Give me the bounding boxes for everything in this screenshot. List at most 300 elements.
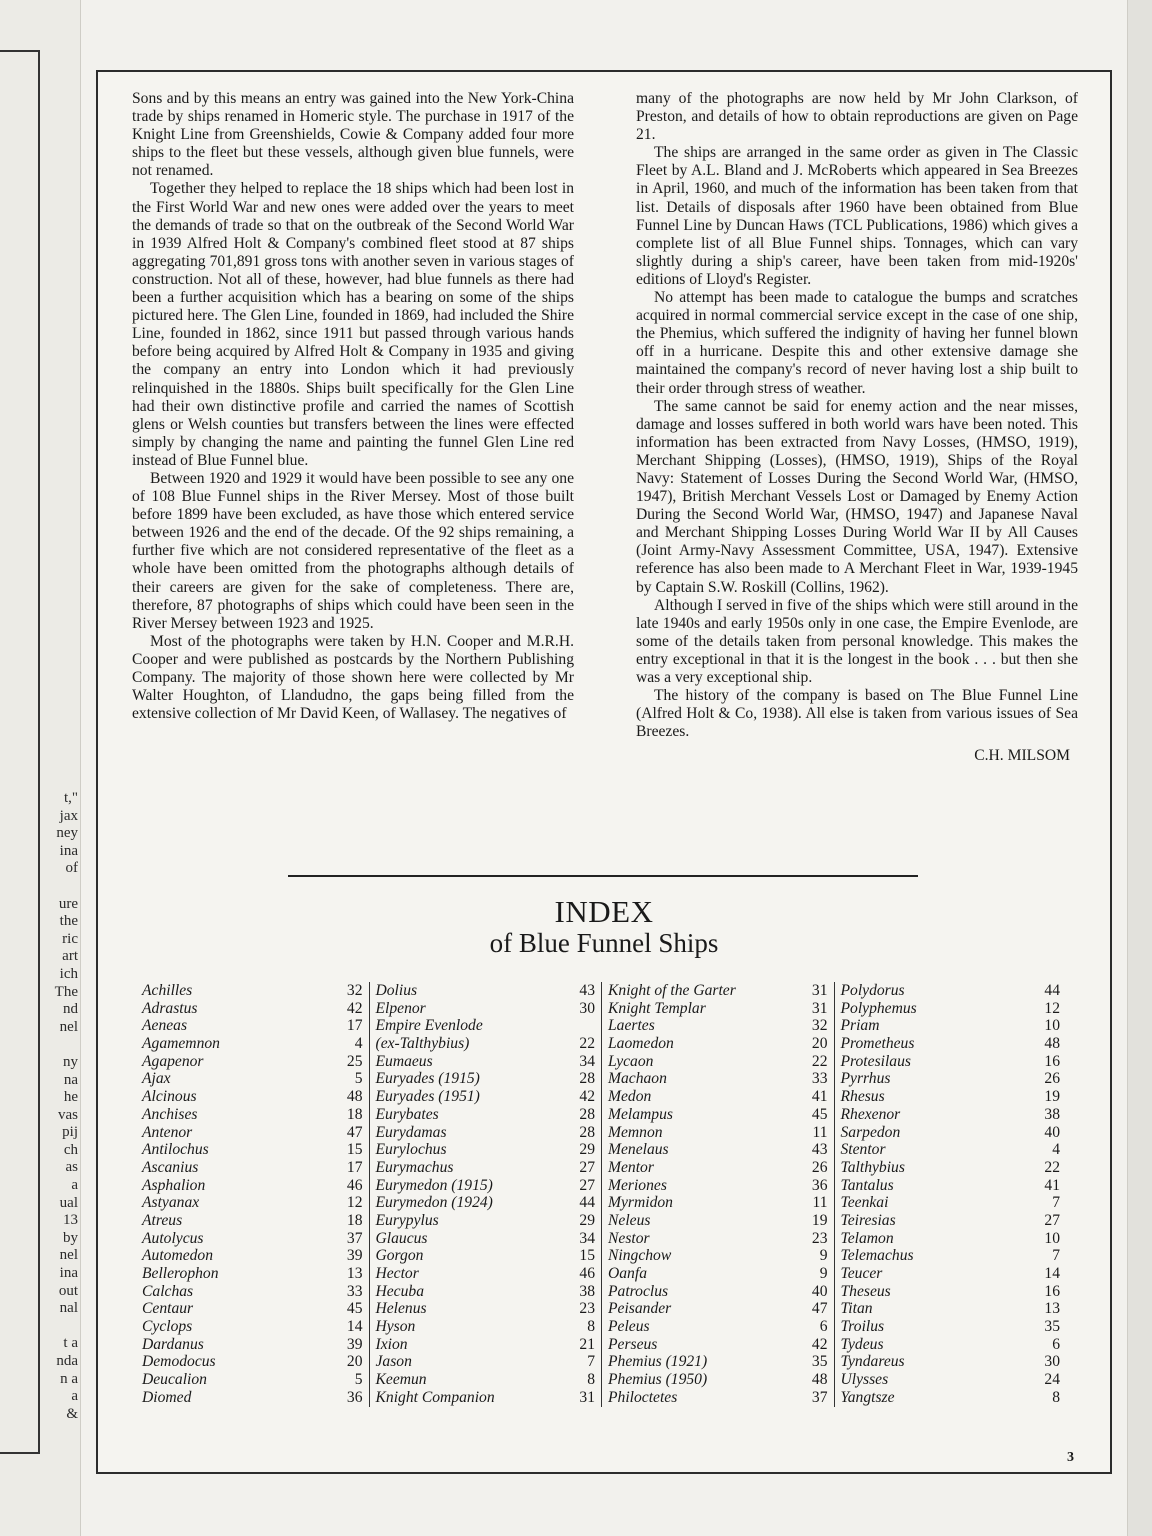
index-entry <box>608 1177 828 1195</box>
author-signature: C.H. MILSOM <box>974 747 1070 765</box>
page-reference: 30 <box>579 999 595 1017</box>
ship-name: Titan <box>840 1300 873 1318</box>
page-reference: 36 <box>346 1388 363 1406</box>
page-reference: 23 <box>811 1229 828 1247</box>
index-entry <box>841 1159 1061 1177</box>
article-paragraph: Although I served in five of the ships which were still around in the late 1940s and early 1950s only in one case, the Empire Evenlode, are some of the details taken from personal knowledge. This makes the entry exceptional in that it is the longest in the book . . . but then she was a very exceptional ship. <box>636 596 1078 686</box>
index-entry <box>142 1177 363 1195</box>
index-entry <box>608 1300 828 1318</box>
article-paragraph: Together they helped to replace the 18 ships which had been lost in the First World War and new ones were added over the years to meet the demands of trade so that on the outbreak of the Second World War in 1939 Alfred Holt & Company's combined fleet stood at 87 ships aggregating 701,891 gross tons with another seven in various stages of construction. Not all of these, however, had blue funnels as there had been a further acquisition which has a bearing on some of the ships pictured here. The Glen Line, founded in 1869, had included the Shire Line, founded in 1862, since 1911 but passed through various hands before being acquired by Alfred Holt & Company in 1935 and giving the company an entry into London which it had previously relinquished in the 1880s. Ships built specifically for the Glen Line had their own distinctive profile and carried the names of Scottish glens or Welsh counties but transfers between the lines were effected simply by changing the name and painting the funnel Glen Line red instead of Blue Funnel blue. <box>132 180 574 469</box>
index-entry <box>142 1194 363 1212</box>
ship-name: Alcinous <box>142 1088 197 1106</box>
index-entry <box>376 1106 596 1124</box>
facing-page-fragment: a <box>71 1388 78 1405</box>
page-reference: 48 <box>346 1088 363 1106</box>
facing-page-fragment: the <box>59 913 78 930</box>
index-entry <box>608 1088 828 1106</box>
page-reference: 19 <box>811 1211 828 1229</box>
page-reference: 31 <box>579 1388 595 1406</box>
index-entry <box>608 1230 828 1248</box>
ship-name: Eurymedon (1924) <box>375 1194 493 1212</box>
page-reference: 17 <box>346 1158 363 1176</box>
ship-name: Knight Companion <box>375 1388 495 1406</box>
page-reference: 8 <box>587 1318 595 1336</box>
ship-name: Asphalion <box>142 1176 206 1194</box>
page-reference: 16 <box>1044 1052 1060 1070</box>
ship-name: Telemachus <box>840 1247 914 1265</box>
index-entry <box>841 1194 1061 1212</box>
page-reference: 4 <box>1052 1141 1060 1159</box>
index-column <box>136 982 369 1407</box>
index-entry <box>376 1318 596 1336</box>
page-reference: 48 <box>811 1371 828 1389</box>
page-reference: 41 <box>811 1088 828 1106</box>
ship-name: Eurypylus <box>375 1211 439 1229</box>
index-entry <box>376 1124 596 1142</box>
index-entry <box>841 1318 1061 1336</box>
page-reference: 6 <box>1052 1335 1060 1353</box>
index-entry <box>608 1106 828 1124</box>
ship-name: Agamemnon <box>142 1035 220 1053</box>
index-entry <box>841 1300 1061 1318</box>
facing-page-fragment: a <box>71 1177 78 1194</box>
page-reference: 28 <box>579 1123 595 1141</box>
index-entry <box>142 1318 363 1336</box>
index-entry <box>841 1088 1061 1106</box>
ship-name: Myrmidon <box>608 1194 673 1212</box>
page-reference: 20 <box>811 1035 828 1053</box>
index-entry <box>376 1212 596 1230</box>
section-divider <box>288 875 918 877</box>
index-entry <box>376 1230 596 1248</box>
ship-name: Knight Templar <box>608 999 706 1017</box>
facing-page-fragment <box>0 1036 78 1054</box>
index-entry <box>608 1070 828 1088</box>
facing-page-fragment <box>0 878 78 896</box>
article-paragraph: Between 1920 and 1929 it would have been possible to see any one of 108 Blue Funnel ships in the River Mersey. Most of those built before 1899 have been excluded, as have those which entered service between 1926 and the end of the decade. Of the 92 ships remaining, a further five which are not considered representative of the fleet as a whole have been omitted from the photographs although details of their careers are given for the sake of completeness. There are, therefore, 87 photographs of ships which could have been seen in the River Mersey between 1923 and 1925. <box>132 469 574 632</box>
page-reference: 47 <box>346 1123 363 1141</box>
page-reference: 22 <box>811 1052 828 1070</box>
index-title: INDEX <box>554 894 654 929</box>
page-reference: 11 <box>812 1123 828 1141</box>
ship-name: Menelaus <box>608 1141 669 1159</box>
index-entry <box>142 1371 363 1389</box>
page-reference: 43 <box>579 982 595 999</box>
ship-name: Ixion <box>375 1335 408 1353</box>
facing-page-fragment: ric <box>62 930 78 947</box>
article-paragraph: many of the photographs are now held by Mr John Clarkson, of Preston, and details of how to obtain reproductions are given on Page 21. <box>636 90 1078 144</box>
ship-name: Prometheus <box>840 1035 915 1053</box>
article-paragraph: Most of the photographs were taken by H.N. Cooper and M.R.H. Cooper and were published as postcards by the Northern Publishing Company. The majority of those shown here were collected by Mr Walter Houghton, of Llandudno, the gaps being filled from the extensive collection of Mr David Keen, of Wallasey. The negatives of <box>132 632 574 723</box>
index-entry <box>142 1106 363 1124</box>
page-reference: 13 <box>1044 1300 1060 1318</box>
page-reference: 7 <box>587 1353 595 1371</box>
page-reference: 30 <box>1044 1353 1060 1371</box>
index-entry <box>376 1017 596 1035</box>
page-reference: 43 <box>811 1141 828 1159</box>
next-page-edge <box>1127 0 1152 1536</box>
page-number: 3 <box>1067 1450 1074 1465</box>
page-reference: 44 <box>579 1194 595 1212</box>
index-entry <box>608 1194 828 1212</box>
page-reference: 10 <box>1044 1229 1060 1247</box>
ship-name: Glaucus <box>375 1229 428 1247</box>
page-reference: 26 <box>1044 1070 1060 1088</box>
index-entry <box>376 1336 596 1354</box>
ship-name: Antilochus <box>142 1141 209 1159</box>
index-entry <box>142 1124 363 1142</box>
index-entry <box>608 1141 828 1159</box>
page-reference: 41 <box>1044 1176 1060 1194</box>
page-reference: 8 <box>1052 1388 1060 1406</box>
ship-name: Mentor <box>608 1158 654 1176</box>
page-reference: 35 <box>811 1353 828 1371</box>
article-body <box>132 90 1078 765</box>
page-reference: 38 <box>1044 1105 1060 1123</box>
page-reference: 32 <box>811 1017 828 1035</box>
facing-page-fragment: art <box>62 948 78 965</box>
index-entry <box>142 1389 363 1407</box>
index-entry <box>376 982 596 1000</box>
facing-page-text-fragments <box>0 790 78 1423</box>
ship-name: Patroclus <box>608 1282 669 1300</box>
ship-name: Rhexenor <box>840 1105 901 1123</box>
index-entry <box>142 1230 363 1248</box>
ship-name: Ascanius <box>142 1158 199 1176</box>
index-entry <box>841 1035 1061 1053</box>
index-entry <box>376 1000 596 1018</box>
ship-name: Ulysses <box>840 1371 889 1389</box>
page-reference: 7 <box>1052 1247 1060 1265</box>
ship-name: Yangtsze <box>840 1388 895 1406</box>
ship-name: Talthybius <box>840 1158 905 1176</box>
index-entry <box>142 1300 363 1318</box>
page-reference: 9 <box>819 1265 828 1282</box>
index-entry <box>841 1017 1061 1035</box>
ship-name: Jason <box>375 1353 412 1371</box>
index-entry <box>142 1247 363 1265</box>
ship-name: Lycaon <box>608 1052 654 1070</box>
page-reference: 31 <box>811 982 828 999</box>
index-entry <box>841 1106 1061 1124</box>
facing-page-fragment: ina <box>59 1265 78 1282</box>
index-entry <box>608 1017 828 1035</box>
ship-index <box>136 982 1066 1407</box>
ship-name: Euryades (1951) <box>375 1088 480 1106</box>
facing-page-fragment: n a <box>60 1370 78 1387</box>
index-entry <box>841 1212 1061 1230</box>
ship-name: Elpenor <box>375 999 426 1017</box>
index-entry <box>841 1371 1061 1389</box>
page-frame <box>96 70 1112 1474</box>
ship-name: Anchises <box>142 1105 198 1123</box>
facing-page-fragment: ina <box>59 842 78 859</box>
facing-page-fragment <box>0 1318 78 1336</box>
ship-name: Hector <box>375 1265 419 1282</box>
ship-name: Keemun <box>375 1371 427 1389</box>
ship-name: Deucalion <box>142 1371 207 1389</box>
index-entry <box>608 1371 828 1389</box>
facing-page-fragment: nel <box>59 1018 78 1035</box>
ship-name: Perseus <box>608 1335 658 1353</box>
ship-name: Polyphemus <box>840 999 917 1017</box>
page-reference: 33 <box>811 1070 828 1088</box>
page-reference: 37 <box>346 1229 363 1247</box>
index-entry <box>142 982 363 1000</box>
ship-name: Rhesus <box>840 1088 885 1106</box>
facing-page-fragment: ich <box>59 965 78 982</box>
page-reference: 27 <box>579 1176 595 1194</box>
page-reference: 39 <box>346 1335 363 1353</box>
ship-name: Astyanax <box>142 1194 200 1212</box>
index-entry <box>376 1371 596 1389</box>
page-reference: 22 <box>579 1035 595 1053</box>
ship-name: Peisander <box>608 1300 672 1318</box>
index-entry <box>142 1088 363 1106</box>
ship-name: Phemius (1950) <box>608 1371 708 1389</box>
ship-name: Theseus <box>840 1282 891 1300</box>
page-reference: 9 <box>819 1247 828 1265</box>
index-entry <box>608 1000 828 1018</box>
ship-name: Medon <box>608 1088 652 1106</box>
page-reference: 39 <box>346 1247 363 1265</box>
ship-name: Tyndareus <box>840 1353 905 1371</box>
facing-page-fragment: ny <box>63 1053 78 1070</box>
index-entry <box>142 1000 363 1018</box>
page-reference: 18 <box>346 1211 363 1229</box>
page-reference: 4 <box>354 1035 363 1053</box>
page-reference: 31 <box>811 999 828 1017</box>
ship-name: Achilles <box>142 982 193 999</box>
page-reference: 25 <box>346 1052 363 1070</box>
facing-page-fragment: nda <box>56 1353 78 1369</box>
article-right-column <box>636 90 1078 765</box>
page-reference: 24 <box>1044 1371 1060 1389</box>
index-entry <box>841 1141 1061 1159</box>
ship-name: Knight of the Garter <box>608 982 736 999</box>
facing-page-fragment: The <box>54 983 78 1000</box>
index-entry <box>376 1053 596 1071</box>
page-reference: 48 <box>1044 1035 1060 1053</box>
index-entry <box>376 1389 596 1407</box>
facing-page-fragment: nal <box>59 1300 78 1317</box>
page-reference: 33 <box>346 1282 363 1300</box>
ship-name: Pyrrhus <box>840 1070 891 1088</box>
page-reference: 42 <box>579 1088 595 1106</box>
page-reference: 23 <box>579 1300 595 1318</box>
ship-name: Euryades (1915) <box>375 1070 480 1088</box>
ship-name: Tydeus <box>840 1335 884 1353</box>
article-right-paragraphs <box>636 90 1078 741</box>
article-paragraph: The history of the company is based on The Blue Funnel Line (Alfred Holt & Co, 1938). All else is taken from various issues of Sea Breezes. <box>636 687 1078 741</box>
ship-name: Oanfa <box>608 1265 647 1282</box>
index-entry <box>376 1141 596 1159</box>
index-entry <box>841 1000 1061 1018</box>
page-reference: 32 <box>346 982 363 999</box>
page-reference: 45 <box>811 1105 828 1123</box>
index-entry <box>841 1353 1061 1371</box>
page-reference: 28 <box>579 1070 595 1088</box>
ship-name: Polydorus <box>840 982 905 999</box>
page-reference: 29 <box>579 1141 595 1159</box>
facing-page-fragment: nd <box>63 1001 78 1018</box>
page-reference: 17 <box>346 1017 363 1035</box>
ship-name: Dardanus <box>142 1335 204 1353</box>
ship-name: Autolycus <box>142 1229 204 1247</box>
ship-name: Adrastus <box>142 999 198 1017</box>
page-reference: 15 <box>579 1247 595 1265</box>
page-reference: 14 <box>346 1318 363 1336</box>
index-entry <box>608 1336 828 1354</box>
page-reference: 18 <box>346 1105 363 1123</box>
ship-name: Peleus <box>608 1318 650 1336</box>
facing-page-fragment: by <box>63 1229 78 1246</box>
index-entry <box>841 1265 1061 1283</box>
index-entry <box>142 1159 363 1177</box>
index-entry <box>376 1194 596 1212</box>
index-entry <box>376 1070 596 1088</box>
ship-name: Tantalus <box>840 1176 894 1194</box>
facing-page-fragment: ual <box>59 1194 78 1211</box>
page-reference: 22 <box>1044 1158 1060 1176</box>
page-reference: 42 <box>811 1335 828 1353</box>
page-reference: 47 <box>811 1300 828 1318</box>
index-entry <box>608 1124 828 1142</box>
index-entry <box>142 1212 363 1230</box>
page-reference: 26 <box>811 1158 828 1176</box>
ship-name: Centaur <box>142 1300 194 1318</box>
facing-page-fragment: ure <box>58 895 78 912</box>
index-column <box>834 982 1067 1407</box>
facing-page-fragment: t a <box>63 1335 78 1352</box>
ship-name: Teucer <box>840 1265 883 1282</box>
article-left-column <box>132 90 574 765</box>
index-entry <box>608 1053 828 1071</box>
ship-name: Aeneas <box>142 1017 188 1035</box>
ship-name: Cyclops <box>142 1318 193 1336</box>
ship-name: Eurymedon (1915) <box>375 1176 493 1194</box>
article-paragraph: The ships are arranged in the same order as given in The Classic Fleet by A.L. Bland and J. McRoberts which appeared in Sea Breezes in April, 1960, and much of the information has been taken from that list. Details of disposals after 1960 have been obtained from Blue Funnel Line by Duncan Haws (TCL Publications, 1986) which gives a complete list of all Blue Funnel ships. Tonnages, which can vary slightly during a ship's career, have been taken from mid-1920s' editions of Lloyd's Register. <box>636 144 1078 288</box>
ship-name: Automedon <box>142 1247 214 1265</box>
page-reference: 38 <box>579 1282 595 1300</box>
index-entry <box>376 1177 596 1195</box>
index-entry <box>376 1283 596 1301</box>
index-entry <box>608 1159 828 1177</box>
index-entry <box>608 1389 828 1407</box>
index-entry <box>841 1070 1061 1088</box>
ship-name: Troilus <box>840 1318 885 1336</box>
page-reference: 19 <box>1044 1088 1060 1106</box>
page-reference: 5 <box>354 1371 363 1389</box>
index-entry <box>142 1283 363 1301</box>
ship-name: Bellerophon <box>142 1265 219 1282</box>
ship-name: Ajax <box>142 1070 171 1088</box>
facing-page-fragment: na <box>63 1071 78 1088</box>
page-reference: 34 <box>579 1229 595 1247</box>
article-paragraph: Sons and by this means an entry was gained into the New York-China trade by ships renamed in Homeric style. The purchase in 1917 of the Knight Line from Greenshields, Cowie & Company added four more ships to the fleet but these vessels, although given blue funnels, were not renamed. <box>132 90 574 180</box>
ship-name: Hyson <box>375 1318 416 1336</box>
index-entry <box>841 1389 1061 1407</box>
page-reference: 40 <box>1044 1123 1060 1141</box>
ship-name: Eurybates <box>375 1105 439 1123</box>
index-entry <box>608 1247 828 1265</box>
index-entry <box>841 1053 1061 1071</box>
page-reference: 40 <box>811 1282 828 1300</box>
facing-page-fragment: t," <box>63 790 78 806</box>
page-reference: 20 <box>346 1353 363 1371</box>
ship-name: Teenkai <box>840 1194 889 1212</box>
page-reference: 45 <box>346 1300 363 1318</box>
index-entry <box>608 1035 828 1053</box>
index-entry <box>142 1141 363 1159</box>
index-entry <box>608 1353 828 1371</box>
ship-name: Demodocus <box>142 1353 216 1371</box>
ship-name: Dolius <box>375 982 418 999</box>
index-entry <box>608 1265 828 1283</box>
index-entry <box>608 1318 828 1336</box>
index-entry <box>142 1353 363 1371</box>
ship-name: Diomed <box>142 1388 192 1406</box>
ship-name: Eurylochus <box>375 1141 447 1159</box>
ship-name: Gorgon <box>375 1247 424 1265</box>
page-reference: 10 <box>1044 1017 1060 1035</box>
page-reference: 5 <box>354 1070 363 1088</box>
index-entry <box>142 1035 363 1053</box>
index-entry <box>841 982 1061 1000</box>
page-reference: 12 <box>346 1194 363 1212</box>
page-reference: 6 <box>819 1318 828 1336</box>
facing-page-fragment: ney <box>56 825 78 842</box>
page-reference: 28 <box>579 1105 595 1123</box>
index-entry <box>608 982 828 1000</box>
ship-name: Atreus <box>142 1211 183 1229</box>
page-reference: 11 <box>812 1194 828 1212</box>
index-entry <box>142 1053 363 1071</box>
ship-name: Philoctetes <box>608 1388 678 1406</box>
index-entry <box>376 1159 596 1177</box>
ship-name: Calchas <box>142 1282 194 1300</box>
ship-name: (ex-Talthybius) <box>375 1035 470 1053</box>
facing-page-fragment: & <box>66 1405 78 1422</box>
page-reference: 34 <box>579 1052 595 1070</box>
ship-name: Phemius (1921) <box>608 1353 708 1371</box>
index-entry <box>376 1300 596 1318</box>
facing-page-fragment: of <box>65 860 78 877</box>
index-entry <box>142 1070 363 1088</box>
index-entry <box>376 1088 596 1106</box>
ship-name: Laomedon <box>608 1035 674 1053</box>
ship-name: Meriones <box>608 1176 667 1194</box>
facing-page-fragment: vas <box>58 1106 78 1123</box>
page-reference: 16 <box>1044 1282 1060 1300</box>
facing-page-fragment: ch <box>63 1141 78 1158</box>
ship-name: Memnon <box>608 1123 663 1141</box>
article-paragraph: The same cannot be said for enemy action and the near misses, damage and losses suffered in both world wars have been noted. This information has been extracted from Navy Losses, (HMSO, 1919), Merchant Shipping (Losses), (HMSO, 1919), Ships of the Royal Navy: Statement of Losses During the Second World War, (HMSO, 1947), British Merchant Vessels Lost or Damaged by Enemy Action During the Second World War, (HMSO, 1947) and Japanese Naval and Merchant Shipping Losses During World War II by All Causes (Joint Army-Navy Assessment Committee, USA, 1947). Extensive reference has also been made to A Merchant Fleet in War, 1939-1945 by Captain S.W. Roskill (Collins, 1962). <box>636 397 1078 596</box>
index-column <box>601 982 834 1407</box>
index-entry <box>841 1247 1061 1265</box>
ship-name: Sarpedon <box>840 1123 901 1141</box>
index-entry <box>376 1265 596 1283</box>
page-reference: 46 <box>579 1265 595 1282</box>
ship-name: Antenor <box>142 1123 193 1141</box>
facing-page-fragment: pij <box>62 1124 78 1141</box>
index-entry <box>608 1212 828 1230</box>
index-entry <box>841 1124 1061 1142</box>
index-entry <box>376 1035 596 1053</box>
page-reference: 13 <box>346 1265 363 1282</box>
facing-page-fragment: 13 <box>63 1212 78 1229</box>
index-entry <box>841 1230 1061 1248</box>
